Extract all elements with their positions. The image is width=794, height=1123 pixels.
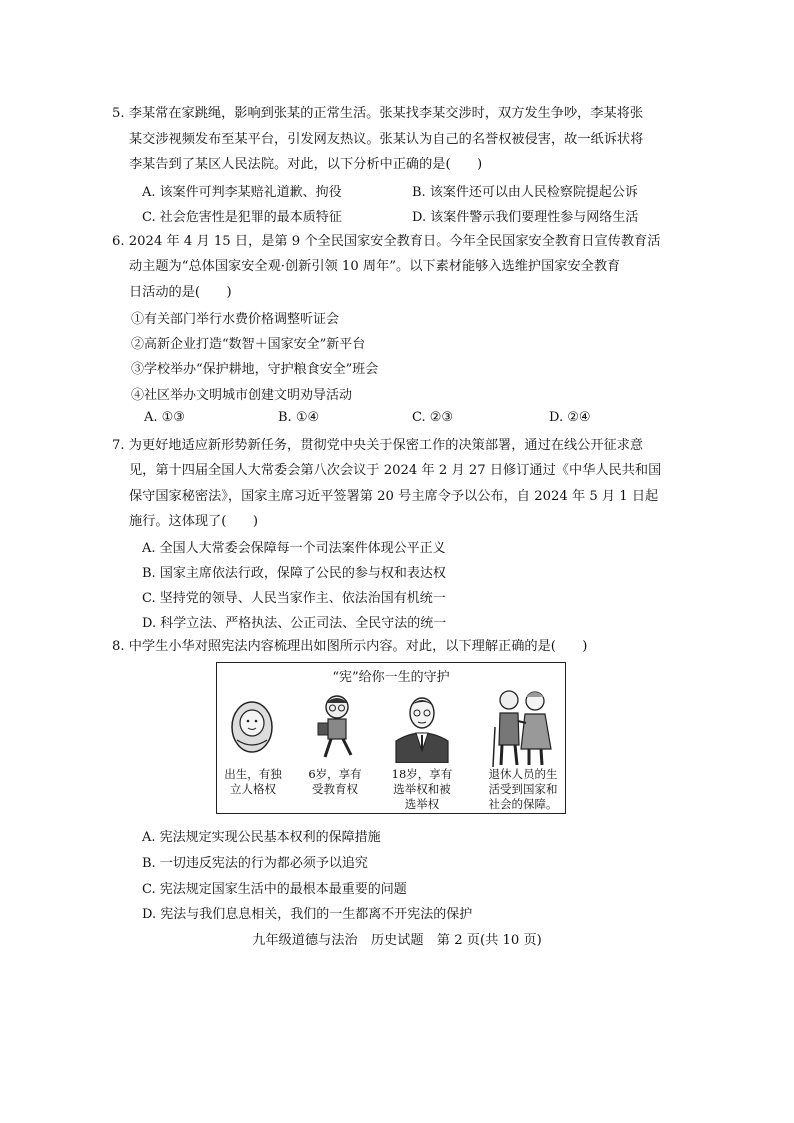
q7-option-b: B. 国家主席依法行政，保障了公民的参与权和表达权: [142, 566, 446, 581]
q5-stem-line-1: 5. 李某常在家跳绳，影响到张某的正常生活。张某找李某交涉时，双方发生争吵，李某将张: [112, 106, 644, 121]
q6-item-1: ①有关部门举行水费价格调整听证会: [131, 312, 340, 327]
q7-option-a: A. 全国人大常委会保障每一个司法案件体现公平正义: [142, 541, 446, 556]
q7-option-c: C. 坚持党的领导、人民当家作主、依法治国有机统一: [142, 591, 446, 606]
caption-education: [301, 767, 369, 797]
q6-stem-line-3: 日活动的是( ): [129, 285, 232, 300]
q5-stem-line-3: 李某告到了某区人民法院。对此，以下分析中正确的是( ): [129, 157, 483, 172]
caption-retirement-line-1: 退休人员的生: [488, 767, 558, 781]
caption-vote-line-3: 选举权: [404, 797, 440, 811]
caption-vote-line-2: 选举权和被: [393, 782, 451, 796]
q6-option-b: B. ①④: [278, 410, 320, 425]
constitution-illustration: [216, 662, 566, 814]
elderly-couple-icon: [487, 687, 559, 769]
q8-option-c: C. 宪法规定国家生活中的最根本最重要的问题: [142, 882, 407, 897]
figure-title: “宪”给你一生的守护: [332, 670, 450, 685]
page-footer: 九年级道德与法治 历史试题 第 2 页(共 10 页): [252, 933, 542, 948]
q6-stem-line-1: 6. 2024 年 4 月 15 日，是第 9 个全民国家安全教育日。今年全民国家安全教育日宣传教育活: [112, 234, 661, 249]
caption-birth: [220, 767, 286, 797]
q5-option-a: A. 该案件可判李某赔礼道歉、拘役: [142, 185, 342, 200]
q8-stem: 8. 中学生小华对照宪法内容梳理出如图所示内容。对此，以下理解正确的是( ): [112, 639, 588, 654]
q6-option-d: D. ②④: [549, 410, 591, 425]
adult-man-icon: [392, 691, 452, 763]
q8-option-d: D. 宪法与我们息息相关，我们的一生都离不开宪法的保护: [142, 907, 473, 922]
q5-option-d: D. 该案件警示我们要理性参与网络生活: [412, 210, 639, 225]
caption-birth-line-1: 出生，有独: [224, 767, 282, 781]
q6-item-4: ④社区举办文明城市创建文明劝导活动: [131, 388, 353, 403]
q7-stem-line-2: 见，第十四届全国人大常委会第八次会议于 2024 年 2 月 27 日修订通过《中华人民共和国: [129, 463, 662, 478]
q7-stem-line-3: 保守国家秘密法》，国家主席习近平签署第 20 号主席令予以公布，自 2024 年 5 月 1 日起: [129, 489, 659, 504]
q7-option-d: D. 科学立法、严格执法、公正司法、全民守法的统一: [142, 616, 447, 631]
caption-retirement-line-2: 活受到国家和: [488, 782, 558, 796]
q6-option-c: C. ②③: [412, 410, 454, 425]
baby-icon: [227, 695, 277, 755]
q5-option-c: C. 社会危害性是犯罪的最本质特征: [142, 210, 342, 225]
student-icon: [313, 693, 361, 763]
q6-stem-line-2: 动主题为“总体国家安全观·创新引领 10 周年”。以下素材能够入选维护国家安全教育: [129, 259, 621, 274]
q7-stem-line-4: 施行。这体现了( ): [129, 514, 258, 529]
q7-stem-line-1: 7. 为更好地适应新形势新任务，贯彻党中央关于保密工作的决策部署，通过在线公开征求意: [112, 438, 644, 453]
caption-retirement: [481, 767, 565, 812]
caption-retirement-line-3: 社会的保障。: [488, 797, 558, 811]
q6-item-3: ③学校举办“保护耕地，守护粮食安全”班会: [131, 362, 379, 377]
caption-education-line-2: 受教育权: [312, 782, 358, 796]
q5-option-b: B. 该案件还可以由人民检察院提起公诉: [412, 185, 638, 200]
caption-education-line-1: 6岁，享有: [308, 767, 362, 781]
caption-vote: [384, 767, 460, 812]
q6-option-a: A. ①③: [144, 410, 185, 425]
caption-birth-line-2: 立人格权: [230, 782, 276, 796]
q6-item-2: ②高新企业打造“数智＋国家安全”新平台: [131, 337, 366, 352]
caption-vote-line-1: 18岁，享有: [391, 767, 453, 781]
q8-option-b: B. 一切违反宪法的行为都必须予以追究: [142, 856, 368, 871]
q5-stem-line-2: 某交涉视频发布至某平台，引发网友热议。张某认为自己的名誉权被侵害，故一纸诉状将: [129, 132, 644, 147]
q8-option-a: A. 宪法规定实现公民基本权利的保障措施: [142, 830, 381, 845]
